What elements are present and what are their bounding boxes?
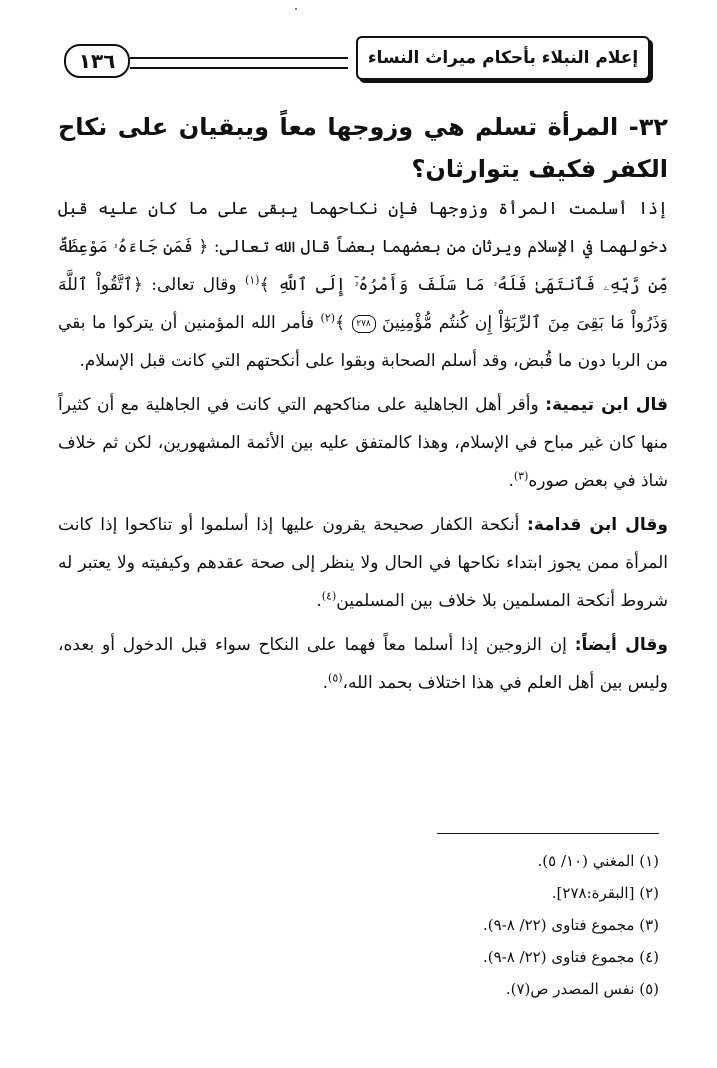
- ibn-taymiyyah-label: قال ابن تيمية:: [545, 395, 668, 415]
- period: .: [316, 591, 322, 611]
- header-double-rule: [130, 57, 348, 69]
- book-title: إعلام النبلاء بأحكام ميراث النساء: [356, 36, 650, 80]
- paragraph-3: [58, 506, 668, 620]
- footnote-item: (٢) [البقرة:٢٧٨].: [551, 884, 659, 902]
- paragraph-2: [58, 386, 668, 500]
- period: .: [322, 673, 329, 693]
- footnote-ref-2: (٢): [320, 311, 336, 325]
- ibn-taymiyyah-quote: وأقر أهل الجاهلية على مناكحهم التي كانت في الجاهلية مع أن كثيراً منها كان غير مباح في الإسلام، وهذا كالمتفق عليه بين الأئمة المشهورين، لكن ثم خلاف شاذ في بعض صوره: [58, 395, 668, 491]
- quran-verse-1: ﴿ فَمَن جَاءَهُۥ مَوْعِظَةٌ مِّن رَّبِّهِۦ فَٱنتَهَىٰ فَلَهُۥ مَا سَلَفَ وَأَمْرُهُۥٓ إِلَى ٱللَّهِ ﴾: [58, 237, 668, 295]
- footnote-ref-1: (١): [244, 273, 260, 287]
- ayah-number-marker: ٢٧٨: [352, 315, 376, 333]
- footnote-item: (٣) مجموع فتاوى (٢٢/ ٨-٩).: [482, 916, 659, 934]
- footnote-ref-4: (٤): [321, 589, 337, 603]
- footnote-item: (٥) نفس المصدر ص(٧).: [505, 980, 659, 998]
- footnotes-list: [59, 845, 659, 1005]
- footnote-separator: [437, 833, 659, 834]
- also-said-quote: إن الزوجين إذا أسلما معاً فهما على النكاح سواء قبل الدخول أو بعده، وليس بين أهل العلم في هذا اختلاف بحمد الله،: [58, 635, 668, 693]
- footnote-ref-3: (٣): [513, 469, 529, 483]
- quran-close-bracket: ﴾: [335, 313, 346, 333]
- p1-conclusion: فأمر الله المؤمنين أن يتركوا ما بقي من الربا دون ما قُبض، وقد أسلم الصحابة وبقوا على أنكحتهم التي كانت قبل الإسلام.: [58, 313, 668, 371]
- paragraph-4: [58, 626, 668, 702]
- page-header: [64, 36, 650, 82]
- footnote-item: (١) المغني (١٠/ ٥).: [537, 852, 659, 870]
- footnote-item: (٤) مجموع فتاوى (٢٢/ ٨-٩).: [482, 948, 659, 966]
- period: .: [508, 471, 514, 491]
- p1-intro: إذا أسلمت المرأة وزوجها فإن نكاحهما يبقى على ما كان عليه قبل دخولهما في الإسلام ويرثان من بعضهما بعضاً قال الله تعالى:: [58, 199, 668, 257]
- ibn-qudamah-quote: أنكحة الكفار صحيحة يقرون عليها إذا أسلموا أو تناكحوا إذا كانت المرأة ممن يجوز ابتداء نكاحها في الحال ولا ينظر إلى صحة عقدهم وكيفيته ولا يعتبر له شروط أنكحة المسلمين بلا خلاف بين المسلمين: [58, 515, 668, 611]
- page-number: ١٣٦: [64, 44, 130, 78]
- body-text: [58, 190, 668, 708]
- p1-transition: وقال تعالى:: [151, 275, 237, 295]
- paragraph-1: [58, 190, 668, 380]
- page-dot: [295, 8, 297, 10]
- quran-verse-2: ﴿ٱتَّقُواْ ٱللَّهَ وَذَرُواْ مَا بَقِىَ مِنَ ٱلرِّبَوٰٓاْ إِن كُنتُم مُّؤْمِنِينَ: [58, 275, 669, 333]
- ibn-qudamah-label: وقال ابن قدامة:: [527, 515, 669, 535]
- also-said-label: وقال أيضاً:: [574, 635, 668, 655]
- question-heading: ٣٢- المرأة تسلم هي وزوجها معاً ويبقيان على نكاح الكفر فكيف يتوارثان؟: [58, 113, 668, 183]
- footnote-ref-5: (٥): [328, 671, 343, 685]
